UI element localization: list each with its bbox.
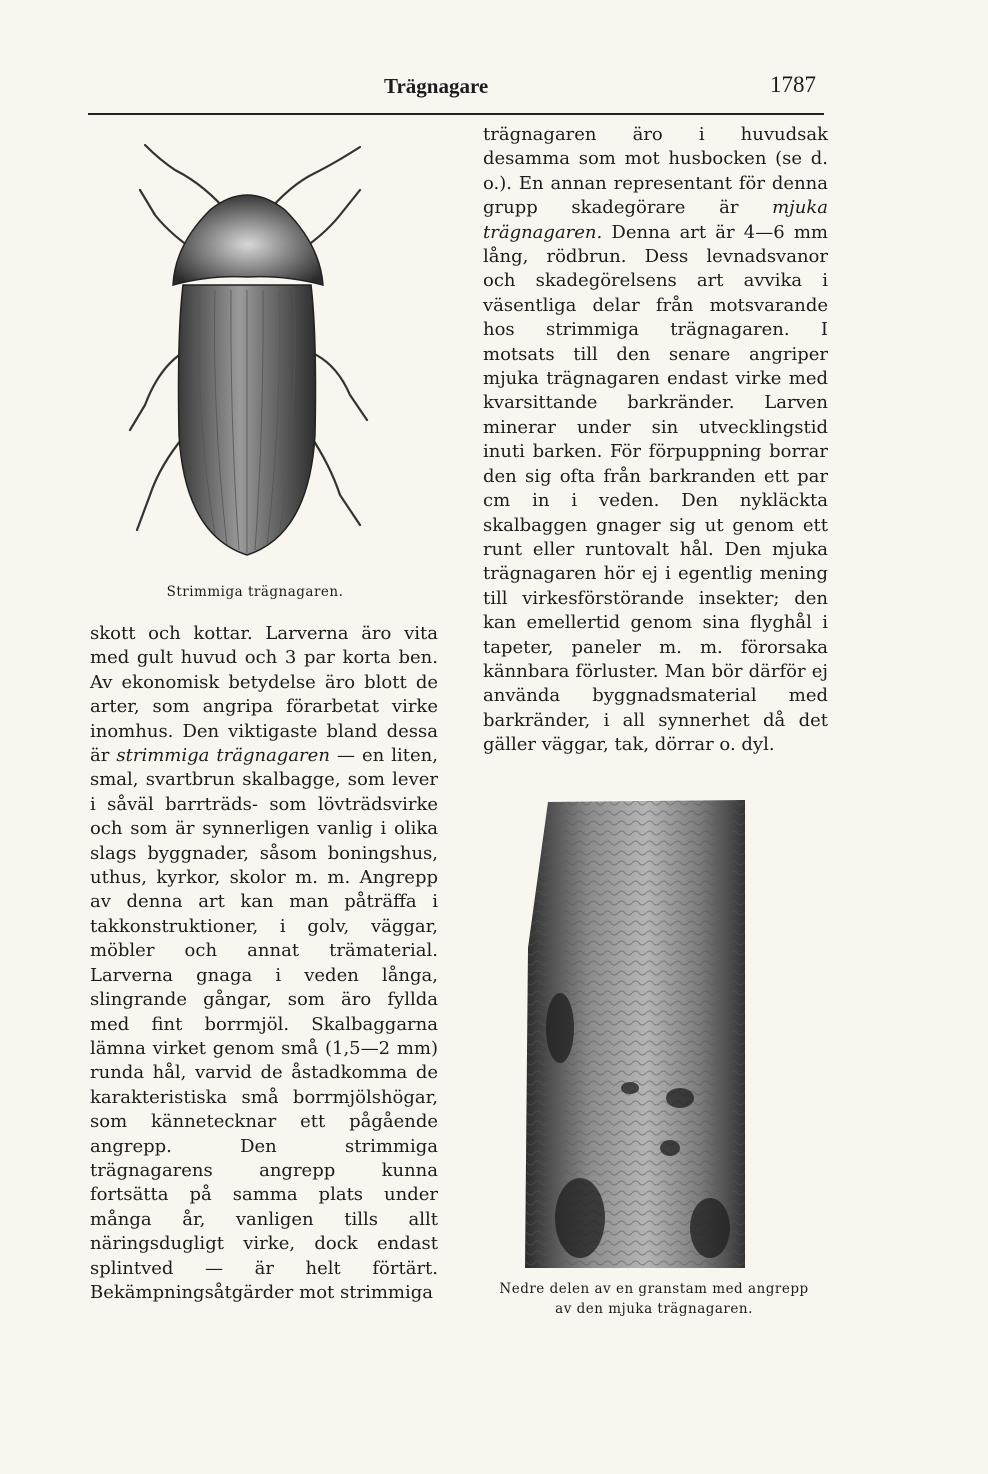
left-text-1: skott och kottar. Larverna äro vita med gult huvud och 3 par korta ben. Av ekonomisk betydelse äro blott de arter, som angripa förarbetat virke inomhus. Den viktigaste bland dessa är <box>90 623 438 767</box>
left-column-text <box>90 622 438 1305</box>
left-text-2: — en liten, smal, svartbrun skalbagge, som lever i såväl barrträds- som lövträdsvirke och som är synnerligen vanlig i olika slags byggnader, såsom boningshus, uthus, kyrkor, skolor m. m. Angrepp av denna art kan man påträffa i takkonstruktioner, i golv, väggar, möbler och annat trämaterial. Larverna gnaga i veden långa, slingrande gångar, som äro fyllda med fint borrmjöl. Skalbaggarna lämna virket genom små (1,5—2 mm) runda hål, varvid de åstadkomma de karakteristiska små borrmjölshögar, som kännetecknar ett pågående angrepp. Den strimmiga trägnagarens angrepp kunna fortsätta på samma plats under många år, vanligen tills allt näringsdugligt virke, dock endast splintved — är helt förtärt. Bekämpningsåtgärder mot strimmiga <box>90 745 438 1303</box>
page-number: 1787 <box>770 72 816 97</box>
left-paragraph <box>90 622 438 1305</box>
stem-caption-line-1: Nedre delen av en granstam med angrepp <box>499 1281 809 1297</box>
right-paragraph <box>483 123 828 758</box>
left-italic-term: strimmiga trägnagaren <box>116 745 330 767</box>
right-text-1: trägnagaren äro i huvudsak desamma som mot husbocken (se d. o.). En annan representant för denna grupp skadegörare är <box>483 124 828 219</box>
right-column-text <box>483 123 828 758</box>
stem-caption-line-2: av den mjuka trägnagaren. <box>555 1301 753 1317</box>
beetle-illustration <box>115 135 385 580</box>
beetle-caption: Strimmiga trägnagaren. <box>166 584 344 600</box>
right-text-2: Denna art är 4—6 mm lång, rödbrun. Dess levnadsvanor och skadegörelsens art avvika i väsentliga delar från motsvarande hos strimmiga trägnagaren. I motsats till den senare angriper mjuka trägnagaren endast virke med kvarsittande barkränder. Larven minerar under sin utvecklingstid inuti barken. För förpuppning borrar den sig ofta från barkranden ett par cm in i veden. Den nykläckta skalbaggen gnager sig ut genom ett runt eller runtovalt hål. Den mjuka trägnagaren hör ej i egentlig mening till virkesförstörande insekter; den kan emellertid genom sina flyghål i tapeter, paneler m. m. förorsaka kännbara förluster. Man bör därför ej använda byggnadsmaterial med barkränder, i all synnerhet då det gäller väggar, tak, dörrar o. dyl. <box>483 221 828 756</box>
running-head-title: Trägnagare <box>384 74 489 98</box>
stem-caption <box>470 1279 838 1319</box>
spruce-stem-photo <box>520 798 750 1270</box>
right-italic-term: mjuka trägnagaren. <box>483 197 828 243</box>
header-rule <box>88 113 824 115</box>
